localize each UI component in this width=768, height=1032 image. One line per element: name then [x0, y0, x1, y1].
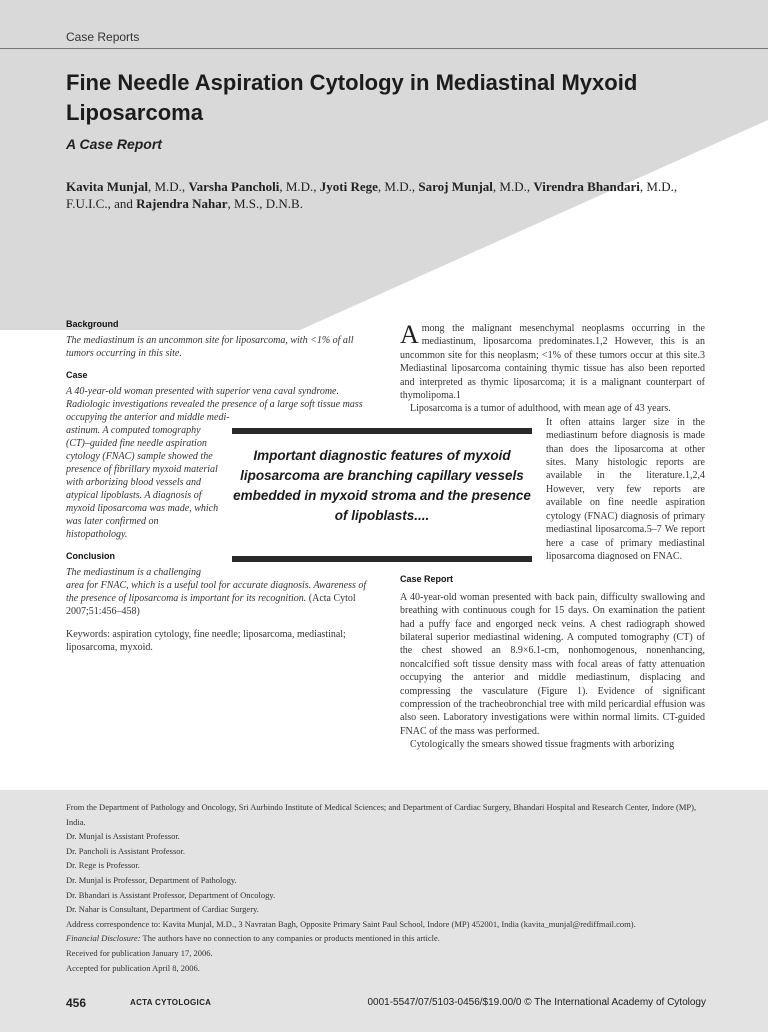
- cytology-paragraph: Cytologically the smears showed tissue fragments with arborizing: [410, 739, 675, 751]
- keywords-label: Keywords:: [66, 629, 110, 640]
- author-role: Dr. Bhandari is Assistant Professor, Department of Oncology.: [66, 889, 276, 900]
- pull-quote-text: Important diagnostic features of myxoid liposarcoma are branching capillary vessels embedded in myxoid stroma and the presence of lipoblasts....: [233, 448, 531, 523]
- page-number: 456: [66, 996, 87, 1010]
- case-report-paragraph: A 40-year-old woman presented with back pain, difficulty swallowing and breathing with continuous cough for 15 days. On examination the patient had a puffy face and engorged neck veins. A chest radiograph showed bilateral superior mediastinal widening. A computed tomography (CT) of the chest showed an 8.9×6.1-cm, nonhomogenous, nonenhancing, noncalcified soft tissue density mass with focal areas of fatty attenuation occupying the anterior and middle mediastinum, displacing and compressing the vasculature (Figure 1). Evidence of significant compression of the tracheobronchial tree with mild pericardial effusion was also seen. Laboratory investigations were within normal limits. CT-guided FNAC of the mass was performed.: [400, 591, 705, 737]
- author-degree: , M.D.,: [279, 179, 320, 194]
- keywords-list: aspiration cytology, fine needle; liposarcoma, mediastinal; liposarcoma, myxoid.: [66, 629, 346, 653]
- author-role: Dr. Nahar is Consultant, Department of Cardiac Surgery.: [66, 904, 259, 915]
- body-paragraph-narrow: It often attains larger size in the mediastinum before diagnosis is made than does the liposarcoma at other sites. Many histologic reports are available in the literature.1,2,4 However, very few reports are available on fine needle aspiration cytology (FNAC) diagnosis of primary mediastinal liposarcoma.5–7 We report here a case of primary mediastinal liposarcoma diagnosed on FNAC.: [546, 416, 705, 562]
- author-name: Kavita Munjal: [66, 179, 148, 194]
- author-degree: , M.D., F.U.I.C., and: [66, 179, 678, 211]
- affiliation: From the Department of Pathology and Oncology, Sri Aurbindo Institute of Medical Sciences; and Department of Cardiac Surgery, Bhandari Hospital and Research Center, Indore (MP), India.: [66, 802, 697, 827]
- header-rule: [0, 48, 768, 49]
- abstract-case-heading: Case: [66, 370, 88, 380]
- conclusion-body: area for FNAC, which is a useful tool for accurate diagnosis. Awareness of the presence of liposarcoma is important for its recognition.: [66, 580, 367, 604]
- section-label: Case Reports: [66, 30, 140, 44]
- footnotes: [66, 800, 706, 975]
- copyright: 0001-5547/07/5103-0456/$19.00/0 © The International Academy of Cytology: [367, 997, 706, 1008]
- author-name: Virendra Bhandari: [533, 179, 640, 194]
- journal-name: ACTA CYTOLOGICA: [130, 998, 212, 1007]
- abstract-conclusion-text: The mediastinum is a challenging: [66, 567, 201, 578]
- author-degree: , M.D.,: [492, 179, 534, 194]
- received-date: Received for publication January 17, 2006.: [66, 947, 213, 958]
- case-report-heading: Case Report: [400, 574, 454, 585]
- financial-disclosure: [66, 931, 706, 946]
- author-name: Varsha Pancholi: [188, 179, 280, 194]
- citation: (Acta Cytol 2007;51:456–458): [66, 593, 356, 617]
- disclosure-label: Financial Disclosure:: [66, 933, 141, 944]
- author-list: [66, 178, 706, 212]
- page-footer: [66, 996, 706, 1012]
- abstract-background-heading: Background: [66, 319, 119, 329]
- abstract-background-text: The mediastinum is an uncommon site for liposarcoma, with <1% of all tumors occurring in this site.: [66, 335, 354, 359]
- author-degree: , M.D.,: [147, 179, 189, 194]
- abstract-case-text-narrow: astinum. A computed tomography (CT)–guided fine needle aspiration cytology (FNAC) sample showed the presence of fibrillary myxoid material with arborizing blood vessels and atypical lipoblasts. A diagnosis of myxoid liposarcoma was made, which was later confirmed on histopathology.: [66, 425, 219, 540]
- author-role: Dr. Munjal is Professor, Department of Pathology.: [66, 874, 237, 885]
- pull-quote-bottom-rule: [232, 556, 532, 562]
- drop-cap: A: [400, 320, 419, 349]
- correspondence-address: Address correspondence to: Kavita Munjal, M.D., 3 Navratan Bagh, Opposite Primary Saint Paul School, Indore (MP) 452001, India (kavita_munjal@rediffmail.com).: [66, 918, 636, 929]
- pull-quote-top-rule: [232, 428, 532, 434]
- author-degree: , M.S., D.N.B.: [227, 196, 303, 211]
- author-name: Rajendra Nahar: [136, 196, 228, 211]
- author-role: Dr. Rege is Professor.: [66, 860, 140, 871]
- author-name: Jyoti Rege: [319, 179, 378, 194]
- abstract-case-text: A 40-year-old woman presented with superior vena caval syndrome. Radiologic investigations revealed the presence of a large soft tissue mass occupying the anterior and middle medi-: [66, 386, 363, 423]
- accepted-date: Accepted for publication April 8, 2006.: [66, 962, 200, 973]
- body-paragraph: Liposarcoma is a tumor of adulthood, with mean age of 43 years.: [410, 403, 671, 415]
- disclosure-text: The authors have no connection to any companies or products mentioned in this article.: [142, 933, 440, 944]
- article-subtitle: A Case Report: [66, 136, 162, 152]
- intro-paragraph: [400, 322, 705, 402]
- article-title: Fine Needle Aspiration Cytology in Mediastinal Myxoid Liposarcoma: [66, 70, 638, 125]
- abstract-conclusion-text-wide: [66, 579, 368, 618]
- author-role: Dr. Pancholi is Assistant Professor.: [66, 845, 186, 856]
- author-degree: , M.D.,: [377, 179, 419, 194]
- author-name: Saroj Munjal: [418, 179, 493, 194]
- author-role: Dr. Munjal is Assistant Professor.: [66, 831, 180, 842]
- intro-text: mong the malignant mesenchymal neoplasms occurring in the mediastinum, liposarcoma predominates.1,2 However, this is an uncommon site for this neoplasm; <1% of these tumors occur at this site.3 Mediastinal liposarcoma containing thymic tissue has also been reported and interpreted as thymic liposarcoma; it is a malignant counterpart of thymolipoma.1: [400, 323, 705, 402]
- keywords: [66, 628, 368, 654]
- abstract-conclusion-heading: Conclusion: [66, 551, 115, 561]
- pull-quote: [232, 428, 532, 562]
